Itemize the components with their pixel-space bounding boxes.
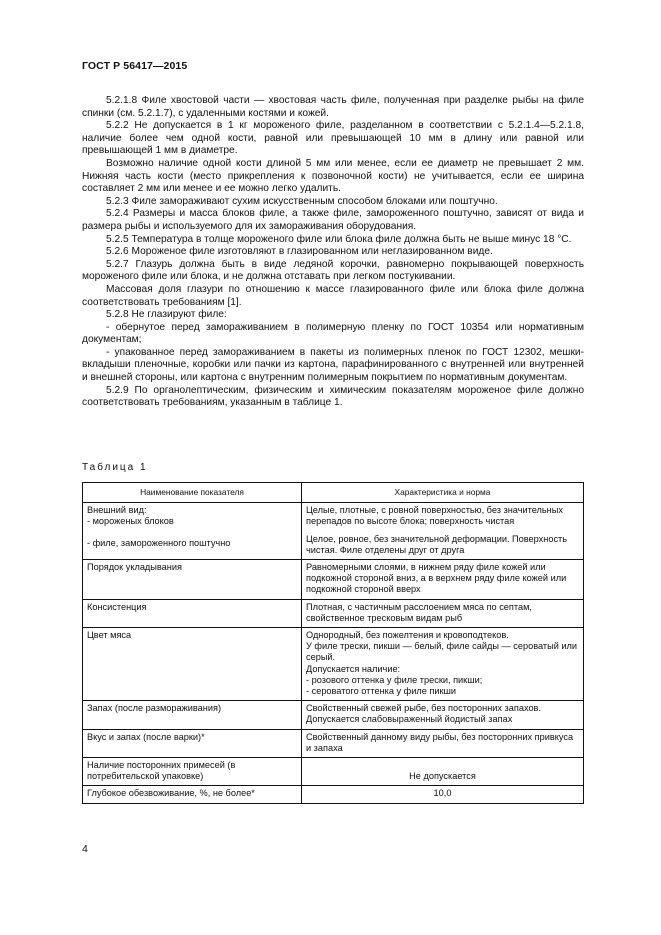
- column-header-name: Наименование показателя: [83, 483, 302, 503]
- paragraph: 5.2.6 Мороженое филе изготовляют в глазированном или неглазированном виде.: [106, 246, 493, 258]
- column-header-value: Характеристика и норма: [302, 483, 584, 503]
- table-cell: Не допускается: [302, 758, 584, 786]
- page-header: ГОСТ Р 56417—2015: [82, 60, 188, 72]
- table-cell: Запах (после размораживания): [83, 701, 302, 729]
- paragraph: 5.2.2 Не допускается в 1 кг мороженого филе, разделанном в соответствии с 5.2.1.4—5.2.1.8, наличие более чем одной кости, равной или превышающей 10 мм в длину или равной или превышающей 1 мм в диаметре.: [82, 120, 584, 157]
- paragraph: 5.2.1.8 Филе хвостовой части — хвостовая часть филе, полученная при разделке рыбы на филе спинки (см. 5.2.1.7), с удаленными костями и кожей.: [82, 95, 584, 119]
- table-cell: Свойственный данному виду рыбы, без посторонних привкуса и запаха: [302, 729, 584, 757]
- page-number: 4: [82, 843, 88, 855]
- table-row: [83, 701, 584, 729]
- paragraph: 5.2.7 Глазурь должна быть в виде ледяной корочки, равномерно покрывающей поверхность мороженого филе или блока, и не должна отставать при легком постукивании.: [82, 258, 584, 283]
- table-cell: Глубокое обезвоживание, %, не более*: [83, 786, 302, 803]
- table-cell: 10,0: [302, 786, 584, 803]
- paragraph: Массовая доля глазури по отношению к массе глазированного филе или блока филе должна соответствовать требованиям [1].: [82, 283, 584, 308]
- paragraph: 5.2.8 Не глазируют филе:: [106, 309, 227, 321]
- document-body: [82, 95, 584, 410]
- table-row: [83, 786, 584, 803]
- table-row: [83, 628, 584, 701]
- cell-text: Свойственный свежей рыбе, без посторонних запахов.: [306, 703, 541, 714]
- table-cell: [83, 503, 302, 560]
- cell-text: Внешний вид:: [87, 505, 147, 516]
- table-row: [83, 503, 584, 560]
- list-item: - упакованное перед замораживанием в пакеты из полимерных пленок по ГОСТ 12302, мешки-вкладыши пленочные, коробки или пачки из картона, парафинированного с внутренней или внутренней и внешней стороны, или картона с внутренним полимерным покрытием по нормативным документам.: [82, 346, 584, 384]
- cell-text: - сероватого оттенка у филе пикши: [306, 686, 457, 697]
- table-cell: Консистенция: [83, 599, 302, 627]
- requirements-table: [82, 482, 584, 804]
- cell-text: Допускается наличие:: [306, 663, 401, 674]
- table-cell: [302, 628, 584, 701]
- cell-text: Целое, ровное, без значительной деформации. Поверхность чистая. Филе отделены друг от друга: [306, 533, 568, 555]
- cell-text: Целые, плотные, с ровной поверхностью, без значительных перепадов по высоте блока; поверхность чистая: [306, 505, 563, 527]
- list-item: - обернутое перед замораживанием в полимерную пленку по ГОСТ 10354 или нормативным документам;: [82, 321, 584, 346]
- table-cell: Равномерными слоями, в нижнем ряду филе кожей или подкожной стороной вниз, а в верхнем ряду филе кожей или подкожной стороной вверх: [302, 560, 584, 600]
- cell-text: Допускается слабовыраженный йодистый запах: [306, 714, 513, 725]
- cell-text: Однородный, без пожелтения и кровоподтеков.: [306, 630, 509, 641]
- table-header-row: [83, 483, 584, 503]
- table-cell: [302, 701, 584, 729]
- paragraph: 5.2.9 По органолептическим, физическим и химическим показателям мороженое филе должно соответствовать требованиям, указанным в таблице 1.: [82, 384, 584, 409]
- paragraph: 5.2.3 Филе замораживают сухим искусственным способом блоками или поштучно.: [106, 195, 498, 207]
- table-cell: Порядок укладывания: [83, 560, 302, 600]
- cell-text: - розового оттенка у филе трески, пикши;: [306, 674, 483, 685]
- table-cell: [302, 503, 584, 560]
- cell-text: - филе, замороженного поштучно: [87, 537, 231, 548]
- table-row: [83, 599, 584, 627]
- paragraph: Возможно наличие одной кости длиной 5 мм или менее, если ее диаметр не превышает 2 мм. Нижняя часть кости (место прикрепления к позвоночной кости) не учитывается, если ее ширина составляет 2 мм или менее и ее можно легко удалить.: [82, 157, 584, 195]
- table-cell: Вкус и запах (после варки)*: [83, 729, 302, 757]
- table-cell: Плотная, с частичным расслоением мяса по септам, свойственное тресковым видам рыб: [302, 599, 584, 627]
- table-row: [83, 560, 584, 600]
- table-row: [83, 758, 584, 786]
- paragraph: 5.2.4 Размеры и масса блоков филе, а также филе, замороженного поштучно, зависят от вида и размера рыбы и используемого для их замораживания оборудования.: [82, 208, 584, 232]
- cell-text: У филе трески, пикши — белый, филе сайды — сероватый или серый.: [306, 641, 578, 663]
- paragraph: 5.2.5 Температура в толще мороженого филе или блока филе должна быть не выше минус 18 °С.: [106, 233, 572, 245]
- table-row: [83, 729, 584, 757]
- table-caption: Таблица 1: [82, 462, 148, 473]
- table-cell: Цвет мяса: [83, 628, 302, 701]
- cell-text: - мороженых блоков: [87, 516, 174, 527]
- table-cell: Наличие посторонних примесей (в потребительской упаковке): [83, 758, 302, 786]
